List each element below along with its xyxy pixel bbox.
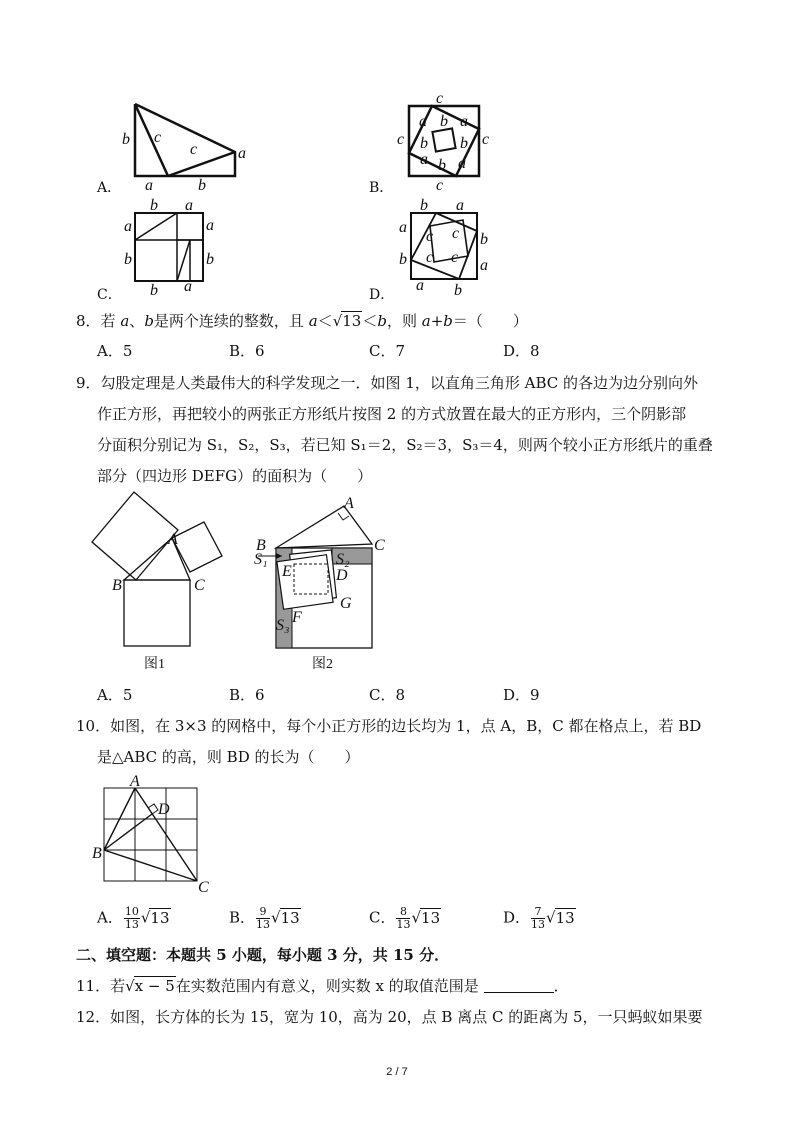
q9-line-4: 部分（四边形 DEFG）的面积为（ ） [97, 467, 373, 485]
q7c-b-bottom: b [150, 282, 158, 298]
q9-fig1-label-c: C [194, 577, 205, 594]
q7a-c-1: c [154, 129, 162, 146]
q7b-a-2: a [460, 113, 468, 130]
q9-figure-2 [252, 492, 392, 682]
sqrt-icon: √ [332, 312, 343, 330]
q9-fig1-caption: 图1 [144, 657, 165, 672]
q9-fig2-label-e: E [282, 563, 292, 580]
q9-fig2-label-c: C [374, 537, 385, 554]
q10-option-d: D． $\frac{7}{13}$ √13 [503, 905, 575, 931]
q8-stem: 8．若 a、b是两个连续的整数，且 a＜√13＜b，则 a+b＝（ ） [76, 312, 528, 330]
q9-fig2-caption: 图2 [312, 657, 333, 672]
page-number: 2 / 7 [386, 1066, 408, 1078]
q7c-b-top: b [150, 198, 158, 214]
q7d-b-right: b [480, 231, 488, 248]
q7c-a-left: a [124, 218, 132, 235]
q10-line-2: 是△ABC 的高，则 BD 的长为（ ） [97, 748, 360, 766]
sqrt-icon: √ [546, 908, 556, 927]
q11-stem: 11．若√x − 5在实数范围内有意义，则实数 x 的取值范围是 ． [76, 977, 569, 995]
q9-option-b: B．6 [229, 686, 265, 704]
q7-option-c-label: C． [97, 287, 122, 303]
q7b-a-4: a [458, 155, 466, 172]
q8-option-a: A．5 [97, 342, 133, 360]
q7b-a-1: a [419, 113, 427, 130]
q7-option-a-figure [118, 96, 258, 196]
q7c-a-bottom: a [184, 278, 192, 295]
q10-label-a: A [130, 774, 140, 790]
q9-fig2-label-a: A [344, 495, 354, 512]
q7b-c-bottom: c [436, 177, 444, 192]
q10-grid-figure [88, 774, 218, 894]
q7d-a-bottom: a [416, 277, 424, 294]
q7d-a-right: a [480, 257, 488, 274]
q11-answer-blank[interactable] [484, 978, 554, 993]
q9-line-2: 作正方形，再把较小的两张正方形纸片按图 2 的方式放置在最大的正方形内，三个阴影部 [97, 405, 687, 423]
q7-option-d-label: D． [369, 287, 395, 303]
q9-fig2-label-b: B [256, 537, 266, 554]
q10-label-c: C [198, 879, 209, 894]
q7b-b-1: b [440, 113, 448, 130]
q7d-c-2: c [452, 225, 460, 242]
q10-label-b: B [92, 845, 102, 862]
q7d-b-bottom: b [454, 282, 462, 298]
q9-figure-1 [86, 490, 246, 680]
q8-option-b: B．6 [229, 342, 265, 360]
q7-option-b-figure [394, 92, 494, 192]
q7b-c-top: c [436, 92, 444, 107]
q7a-c-2: c [190, 141, 198, 158]
q10-line-1: 10．如图，在 3×3 的网格中，每个小正方形的边长均为 1，点 A，B，C 都在格点上，若 BD [76, 717, 702, 735]
q9-option-c: C．8 [369, 686, 406, 704]
q7b-b-2: b [420, 135, 428, 152]
q10-label-d: D [158, 801, 170, 818]
q9-line-3: 分面积分别记为 S₁，S₂，S₃，若已知 S₁＝2，S₂＝3，S₃＝4，则两个较小正方形纸片的重叠 [97, 436, 713, 454]
q7a-b-left: b [122, 131, 130, 148]
q7d-c-4: c [451, 249, 459, 266]
q7b-b-3: b [460, 135, 468, 152]
sqrt-icon: √ [125, 977, 135, 995]
q8-option-c: C．7 [369, 342, 406, 360]
q7d-a-top: a [456, 198, 464, 214]
q9-fig2-label-f: F [292, 609, 302, 626]
q7c-b-right: b [206, 251, 214, 268]
q7c-b-left: b [124, 251, 132, 268]
q7d-c-3: c [426, 249, 434, 266]
q9-fig2-label-g: G [340, 595, 352, 612]
q7b-b-4: b [438, 157, 446, 174]
q9-fig2-label-s2: S₂ [336, 551, 350, 568]
q7d-c-1: c [426, 228, 434, 245]
q7-option-a-label: A． [97, 180, 122, 196]
q7-option-c-figure [120, 198, 220, 298]
q9-fig1-label-b: B [112, 577, 122, 594]
q7a-a-right: a [238, 145, 246, 162]
q9-option-d: D．9 [503, 686, 540, 704]
q7a-b-bottom: b [198, 177, 206, 194]
q9-fig2-label-s1: S₁ [254, 551, 268, 568]
q7a-a-bottom: a [145, 177, 153, 194]
sqrt-icon: √ [140, 908, 151, 927]
q7c-a-right: a [206, 217, 214, 234]
q7-option-d-figure [396, 198, 496, 298]
q9-fig2-label-s3: S₃ [276, 617, 290, 634]
sqrt-icon: √ [271, 908, 281, 927]
q7c-a-top: a [185, 198, 193, 214]
q7-option-b-label: B． [369, 180, 394, 196]
q7d-a-left: a [399, 219, 407, 236]
q7d-b-top: b [420, 198, 428, 214]
q9-line-1: 9．勾股定理是人类最伟大的科学发现之一．如图 1，以直角三角形 ABC 的各边为边分别向外 [76, 374, 699, 392]
q7b-c-right: c [482, 131, 490, 148]
section-2-heading: 二、填空题：本题共 5 小题，每小题 3 分，共 15 分． [76, 946, 450, 964]
q9-fig1-label-a: A [168, 531, 178, 548]
q7b-a-3: a [420, 151, 428, 168]
q12-line-1: 12．如图，长方体的长为 15，宽为 10，高为 20，点 B 离点 C 的距离为 5，一只蚂蚁如果要 [76, 1008, 703, 1026]
q10-option-c: C． $\frac{8}{13}$ √13 [369, 905, 441, 931]
q7b-c-left: c [397, 131, 405, 148]
q8-option-d: D．8 [503, 342, 540, 360]
q10-option-b: B． $\frac{9}{13}$ √13 [229, 905, 300, 931]
q10-option-a: A． $\frac{10}{13}$ √13 [97, 905, 170, 931]
sqrt-icon: √ [411, 908, 422, 927]
q9-fig2-label-d: D [336, 567, 348, 584]
q7d-b-left: b [399, 251, 407, 268]
q9-option-a: A．5 [97, 686, 133, 704]
